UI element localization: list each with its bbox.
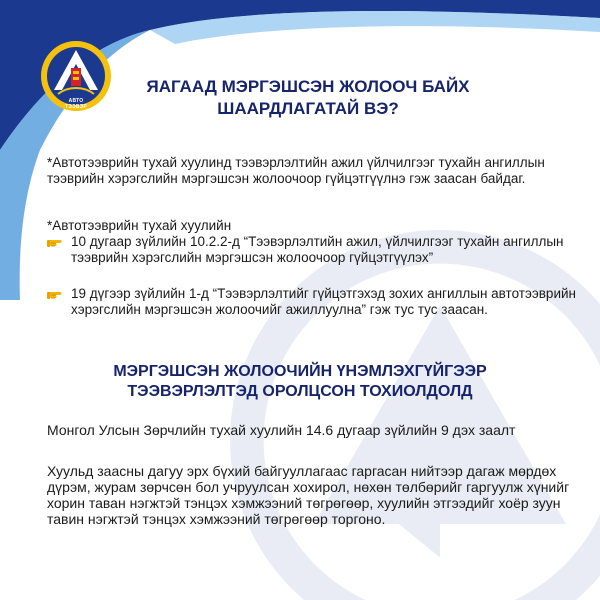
violation-reference: Монгол Улсын Зөрчлийн тухай хуулийн 14.6 дугаар зүйлийн 9 дэх заалт — [47, 422, 516, 438]
page-title-line-1: ЯАГААД МЭРГЭШСЭН ЖОЛООЧ БАЙХ — [146, 77, 470, 96]
section-title-line-1: МЭРГЭШСЭН ЖОЛООЧИЙН ҮНЭМЛЭХГҮЙГЭЭР — [113, 363, 487, 380]
page-title-line-2: ШААРДЛАГАТАЙ ВЭ? — [217, 99, 399, 118]
law-bullet-1 — [47, 234, 577, 265]
logo-caption: АВТО ТЭЭВЭР — [65, 98, 87, 110]
section-title — [60, 362, 540, 402]
pointing-hand-icon — [47, 286, 67, 302]
intro-paragraph: *Автотээврийн тухай хуулинд тээвэрлэлтийн ажил үйлчилгээг тухайн ангиллын тээврийн хэрэгслийн мэргэшсэн жолоочоор гүйцэтгүүлнэ гэж заасан байдаг. — [47, 155, 545, 186]
law-bullet-1-text: 10 дугаар зүйлийн 10.2.2-д “Тээвэрлэлтийн ажил, үйлчилгээг тухайн ангиллын тээврийн хэрэгслийн мэргэшсэн жолоочоор гүйцэтгүүлэх” — [71, 234, 564, 265]
law-label: *Автотээврийн тухай хуулийн — [47, 218, 232, 233]
violation-text: Хуульд заасны дагуу эрх бүхий байгууллагаас гаргасан нийтээр дагаж мөрдөх дүрэм, журам зөрчсөн бол учруулсан хохирол, нөхөн төлбөрийг гаргуулж хүнийг хорин таван нэгжтэй тэнцэх хэмжээний төгрөгөөр, хуулийн этгээдийг хоёр зуун тавин нэгжтэй тэнцэх хэмжээний төгрөгөөр торгоно. — [47, 463, 570, 527]
page-title — [118, 76, 498, 120]
law-bullet-2-text: 19 дүгээр зүйлийн 1-д “Тээвэрлэлтийг гүйцэтгэхэд зохих ангиллын автотээврийн хэрэгслийн мэргэшсэн жолоочийг ажиллуулна” гэж тус тус заасан. — [71, 286, 576, 317]
law-bullet-2 — [47, 286, 577, 317]
pointing-hand-icon — [47, 234, 67, 250]
section-title-line-2: ТЭЭВЭРЛЭЛТЭД ОРОЛЦСОН ТОХИОЛДОЛД — [127, 383, 473, 400]
